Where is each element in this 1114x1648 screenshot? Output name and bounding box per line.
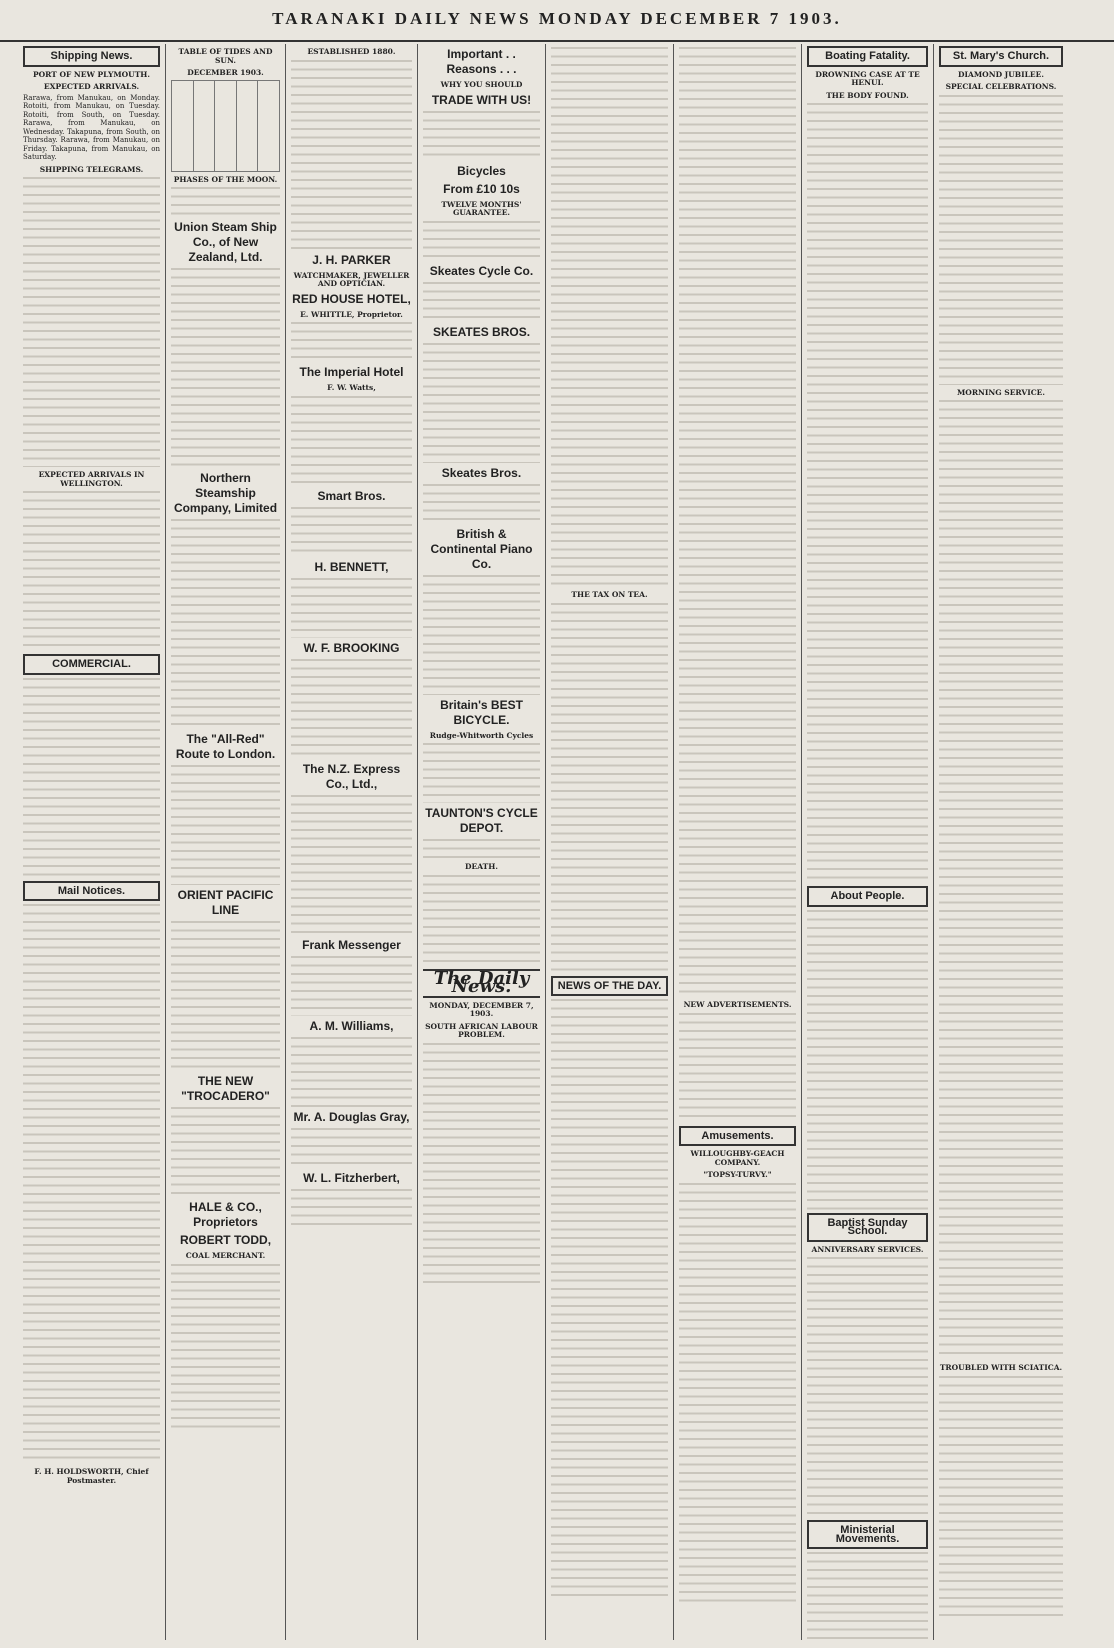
masthead: TARANAKI DAILY NEWS MONDAY DECEMBER 7 1903. [0,0,1114,42]
ad-text [171,268,280,468]
drowning-case: DROWNING CASE AT TE HENUI. [815,69,920,87]
fitzherbert-ad: W. L. Fitzherbert, [303,1170,400,1185]
best-bicycle-ad: Britain's BEST BICYCLE. [440,697,523,727]
gray-ad: Mr. A. Douglas Gray, [293,1109,410,1124]
skeates-bros-jewellers: Skeates Bros. [441,465,522,480]
why-you-should: WHY YOU SHOULD [440,80,523,89]
ad-text [291,578,412,638]
ad-text [291,1037,412,1107]
ad-text [291,956,412,1016]
nz-express-ad: The N.Z. Express Co., Ltd., [302,761,401,791]
topsy-turvy: "TOPSY-TURVY." [703,1170,772,1179]
ad-text [171,1107,280,1197]
northern-steamship-ad: Northern Steamship Company, Limited [173,471,278,515]
shipping-telegrams-heading: SHIPPING TELEGRAMS. [39,164,144,174]
ad-text [423,221,540,261]
new-advertisements-heading: NEW ADVERTISEMENTS. [683,1000,792,1009]
williams-ad: A. M. Williams, [309,1018,394,1033]
diamond-jubilee: DIAMOND JUBILEE. [958,69,1044,79]
ad-text [291,1189,412,1229]
column-8 [934,44,1068,1640]
ad-text [423,343,540,463]
trade-with-us: TRADE WITH US! [431,92,532,107]
watts-sub: F. W. Watts, [327,383,376,392]
red-house-hotel-ad: RED HOUSE HOTEL, [292,291,411,306]
article-text [807,1257,928,1517]
article-text [23,904,160,1464]
ad-text [423,743,540,803]
wellington-arrivals-heading: EXPECTED ARRIVALS IN WELLINGTON. [38,470,145,488]
rudge-whitworth: Rudge-Whitworth Cycles [429,730,534,740]
shipping-news-heading: Shipping News. [23,46,160,67]
baptist-sunday-heading: Baptist Sunday School. [807,1213,928,1242]
moon-phases-heading: PHASES OF THE MOON. [173,174,278,184]
article-text [23,491,160,651]
parker-ad: J. H. PARKER [312,252,391,267]
piano-co-ad: British & Continental Piano Co. [430,526,533,571]
anniversary-services: ANNIVERSARY SERVICES. [811,1244,924,1254]
ad-text [291,795,412,935]
mail-notices-heading: Mail Notices. [23,881,160,902]
article-text [551,603,668,973]
column-3 [286,44,418,1640]
ad-text [423,111,540,161]
ad-text [291,322,412,362]
article-text [551,999,668,1599]
hale-ad: HALE & CO., Proprietors [189,1200,262,1229]
union-steam-ad: Union Steam Ship Co., of New Zealand, Ltd. [174,220,277,264]
commercial-heading: COMMERCIAL. [23,654,160,675]
special-celebrations: SPECIAL CELEBRATIONS. [945,82,1057,91]
bicycles-price: From £10 10s [443,181,520,196]
article-text [807,910,928,1210]
geach-company: WILLOUGHBY-GEACH COMPANY. [690,1149,785,1167]
column-7 [802,44,934,1640]
ad-text [291,1128,412,1168]
article-text [939,95,1063,385]
columns [18,44,1098,1640]
ad-text [171,765,280,885]
article-text [551,47,668,587]
st-marys-heading: St. Mary's Church. [939,46,1063,67]
article-text [423,1043,540,1283]
brooking-ad: W. F. BROOKING [303,640,400,655]
smart-bros-ad: Smart Bros. [317,488,386,503]
expected-arrivals-heading: EXPECTED ARRIVALS. [43,82,140,91]
parker-sub: WATCHMAKER, JEWELLER AND OPTICIAN. [293,270,410,288]
article-text [679,47,796,997]
ad-text [291,659,412,759]
ad-text [291,396,412,486]
column-5 [546,44,674,1640]
ad-text [171,519,280,729]
imperial-hotel-ad: The Imperial Hotel [299,365,404,379]
news-of-the-day-heading: NEWS OF THE DAY. [551,976,668,997]
tides-month: DECEMBER 1903. [187,68,264,77]
bennett-ad: H. BENNETT, [314,559,389,574]
column-6 [674,44,802,1640]
ad-text [291,507,412,557]
ad-text [423,282,540,322]
article-text [807,1552,928,1640]
article-text [679,1013,796,1123]
established: ESTABLISHED 1880. [307,47,396,56]
tides-table [171,80,280,172]
taunton-ad: TAUNTON'S CYCLE DEPOT. [425,806,538,835]
moon-phases-text [171,187,280,217]
ad-text [423,484,540,524]
article-text [423,875,540,965]
column-4 [418,44,546,1640]
bicycles-heading: Bicycles [457,163,506,178]
guarantee: TWELVE MONTHS' GUARANTEE. [441,199,522,217]
important-reasons: Important . . Reasons . . . [446,47,517,76]
tax-on-tea-heading: THE TAX ON TEA. [571,590,648,599]
messenger-ad: Frank Messenger [302,937,401,952]
ministerial-movements-heading: Ministerial Movements. [807,1520,928,1549]
article-text [23,177,160,467]
tides-heading: TABLE OF TIDES AND SUN. [178,47,273,65]
ad-text [171,921,280,1071]
skeates-bros-ad: SKEATES BROS. [432,324,531,339]
death-heading: DEATH. [465,862,498,871]
morning-service: MORNING SERVICE. [956,387,1046,397]
ad-text [171,1264,280,1434]
column-1 [18,44,166,1640]
article-text [23,678,160,878]
robert-todd-ad: ROBERT TODD, [179,1233,272,1247]
ad-text [423,575,540,695]
trocadero-ad: THE NEW "TROCADERO" [181,1074,270,1103]
ad-text [423,839,540,859]
article-text [679,1183,796,1603]
whittle-sub: E. WHITTLE, Proprietor. [300,309,403,319]
labour-problem-heading: SOUTH AFRICAN LABOUR PROBLEM. [425,1021,538,1039]
coal-merchant: COAL MERCHANT. [185,1251,266,1260]
arrivals-text: Rarawa, from Manukau, on Monday. Rotoiti, from Manukau, on Tuesday. Rotoiti, from South, on Tuesday. Rarawa, from Manukau, on Wednesday. Takapuna, from South, on Thursday. Rarawa, from Manukau, on Friday. Takapuna, from Manukau, on Saturday. [23,93,160,161]
skeates-cycle-ad: Skeates Cycle Co. [429,263,534,278]
ad-text [291,60,412,250]
sciatica-heading: TROUBLED WITH SCIATICA. [939,1363,1063,1372]
postmaster-signoff: F. H. HOLDSWORTH, Chief Postmaster. [34,1467,149,1485]
article-text [939,1376,1063,1616]
body-found: THE BODY FOUND. [826,90,909,100]
column-2 [166,44,286,1640]
article-text [807,103,928,883]
about-people-heading: About People. [807,886,928,907]
orient-pacific-ad: ORIENT PACIFIC LINE [177,888,274,917]
article-text [939,400,1063,1360]
port-heading: PORT OF NEW PLYMOUTH. [33,69,150,79]
paper-title: The Daily News. [423,969,540,998]
boating-fatality-heading: Boating Fatality. [807,46,928,67]
all-red-route-ad: The "All-Red" Route to London. [175,732,276,761]
amusements-heading: Amusements. [679,1126,796,1147]
dateline: MONDAY, DECEMBER 7, 1903. [429,1000,534,1018]
